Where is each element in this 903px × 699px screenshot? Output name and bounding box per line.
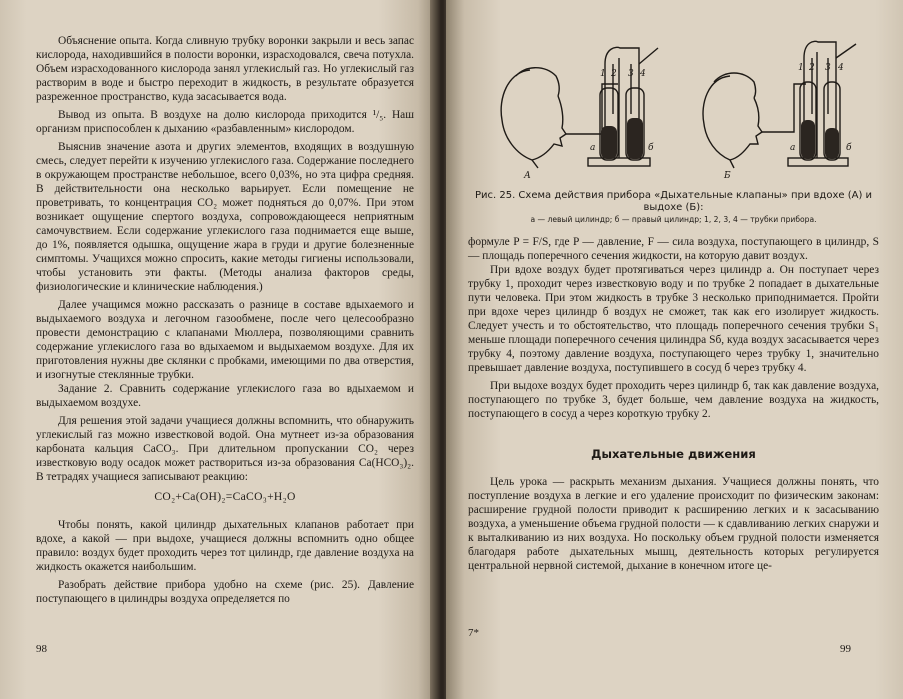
label-tube-4-a: 4 (640, 69, 646, 79)
hair-b (714, 73, 756, 98)
reaction-formula: CO₂+Ca(OH)₂=CaCO₃+H₂O (154, 490, 296, 503)
liquid-b-right (825, 128, 839, 159)
liquid-a-right (627, 118, 643, 159)
right-page (446, 0, 903, 699)
liquid-a-left (601, 126, 617, 159)
page-number-left: 98 (36, 643, 47, 655)
figure-caption-legend: а — левый цилиндр; б — правый цилиндр; 1, 2, 3, 4 — трубки прибора. (530, 215, 817, 224)
breathing-valves-illustration (468, 18, 879, 186)
top-tube-b (804, 41, 836, 58)
section-heading: Дыхательные движения (591, 447, 756, 461)
head-profile-b (703, 76, 762, 168)
paragraph-inhale: При вдохе воздух будет протягиваться через цилиндр а. Он поступает через трубку 1, проходит через известковую воду и по трубке 2 попадает в дыхательные пути человека. При этом жидкость в трубке 3 несколько приподнимается. Пройти при вдохе через цилиндр б воздух не сможет, так как его изолирует жидкость. Следует учесть и то обстоятельство, что площадь поперечного сечения трубки S₁ меньше площади поперечного сечения цилиндра Sб, куда воздух засасывается через трубку 4, поэтому давление воздуха, поступающего через трубку 1, значительно превышает давление воздуха, поступившего в сосуд б через трубку 4. (468, 264, 879, 374)
outlet-tube-b (836, 44, 856, 58)
label-cyl-b-a: б (648, 143, 654, 153)
paragraph-experiment-explanation: Объяснение опыта. Когда сливную трубку воронки закрыли и весь запас кислорода, находившийся в полости воронки, израсходовался, свеча потухла. Объем израсходованного кислорода занял углекислый газ. Но углекислый газ растворим в воде и быстро переходит в жидкость, в результате образуется разреженное пространство, куда засасывается вода. (36, 35, 414, 103)
label-tube-4-b: 4 (838, 63, 844, 73)
label-tube-3-b: 3 (825, 63, 831, 73)
paragraph-carbon-dioxide: Выяснив значение азота и других элементов, входящих в воздушную смесь, следует перейти к изучению углекислого газа. Содержание последнего в окружающем пространстве небольшое, всего 0,03%, но эта цифра средняя. В действительности она несколько варьирует. Если помещение не проветривать, то концентрация CO₂ может подняться до 0,07%. При этом возникает ощущение спертого воздуха, сопровождающееся неприятным самочувствием. Если содержание углекислого газа поднимается еще выше, до 1%, появляется одышка, ощущение жара в груди и другие болезненные симптомы. Учащихся можно спросить, какие методы гигиены использовали, чтобы установить эти факты. (Методы анализа факторов среды, физиологические и клинические наблюдения.) (36, 141, 414, 293)
paragraph-lesson-goal: Цель урока — раскрыть механизм дыхания. Учащиеся должны понять, что поступление воздуха в легкие и его удаление происходит по физическим законам: расширение грудной полости приводит к расширению легких и к засасыванию воздуха, а уменьшение объема грудной полости — к сдавливанию легких снаружи и к выталкиванию из них воздуха. Но поскольку объем грудной полости изменяется благодаря работе дыхательных мышц, деятельность которых регулируется центральной нервной системой, дыхание в конечном итоге це- (468, 476, 879, 572)
signature-mark: 7* (468, 627, 479, 639)
left-page (0, 0, 440, 699)
page-number-right: 99 (840, 643, 851, 655)
figure-25 (468, 18, 879, 186)
label-tube-1-a: 1 (600, 69, 606, 79)
label-cyl-b-b: б (846, 143, 852, 153)
label-panel-a: А (524, 171, 531, 181)
paragraph-cylinder-rule: Чтобы понять, какой цилиндр дыхательных клапанов работает при вдохе, а какой — при выдохе, учащиеся должны вспомнить одно общее правило: воздух будет проходить через тот цилиндр, где давление воздуха на жидкость окажется наибольшим. (36, 519, 414, 573)
paragraph-exhale: При выдохе воздух будет проходить через цилиндр б, так как давление воздуха, поступающего по трубке 3, будет больше, чем давление воздуха на жидкость, поступающего в сосуд а через короткую трубку 2. (468, 380, 879, 420)
top-tube-a (605, 47, 639, 64)
label-tube-1-b: 1 (798, 63, 804, 73)
label-tube-2-a: 2 (611, 69, 617, 79)
paragraph-experiment-conclusion: Вывод из опыта. В воздухе на долю кислорода приходится ¹/₅. Наш организм приспособлен к дыханию «разбавленным» кислородом. (36, 109, 414, 135)
liquid-b-left (801, 120, 815, 159)
paragraph-pressure-formula: формуле P = F/S, где P — давление, F — сила воздуха, поступающего в цилиндр, S — площадь поперечного сечения жидкости, на которую давит воздух. (468, 236, 879, 262)
paragraph-task-2: Задание 2. Сравнить содержание углекислого газа во вдыхаемом и выдыхаемом воздухе. (36, 383, 414, 409)
paragraph-air-difference: Далее учащимся можно рассказать о разнице в составе вдыхаемого и выдыхаемого воздуха и легочном газообмене, после чего целесообразно провести демонстрацию с клапанами Мюллера, позволяющими сравнить содержание углекислого газа во вдыхаемом и выдыхаемом воздухе. Для их приготовления нужны две склянки с пробками, имеющими по два отверстия, и изогнутые стеклянные трубки. (36, 299, 414, 381)
label-cyl-a-b: а (790, 143, 796, 153)
outlet-tube-a (639, 48, 658, 64)
paragraph-scheme-reference: Разобрать действие прибора удобно на схеме (рис. 25). Давление поступающего в цилиндры воздуха определяется по (36, 579, 414, 605)
label-tube-3-a: 3 (628, 69, 634, 79)
paragraph-limewater: Для решения этой задачи учащиеся должны вспомнить, что обнаружить углекислый газ можно известковой водой. Она мутнеет из-за образования карбоната кальция CaCO₃. При длительном пропускании CO₂ через известковую воду осадок может раствориться из-за образования Ca(HCO₃)₂. В тетрадях учащиеся записывают реакцию: (36, 415, 414, 483)
label-tube-2-b: 2 (809, 63, 815, 73)
head-profile-a (501, 70, 566, 168)
label-panel-b: Б (724, 171, 731, 181)
label-cyl-a-a: а (590, 143, 596, 153)
stand-base-b (788, 158, 848, 166)
figure-caption: Рис. 25. Схема действия прибора «Дыхательные клапаны» при вдохе (А) и выдохе (Б): (474, 190, 873, 213)
